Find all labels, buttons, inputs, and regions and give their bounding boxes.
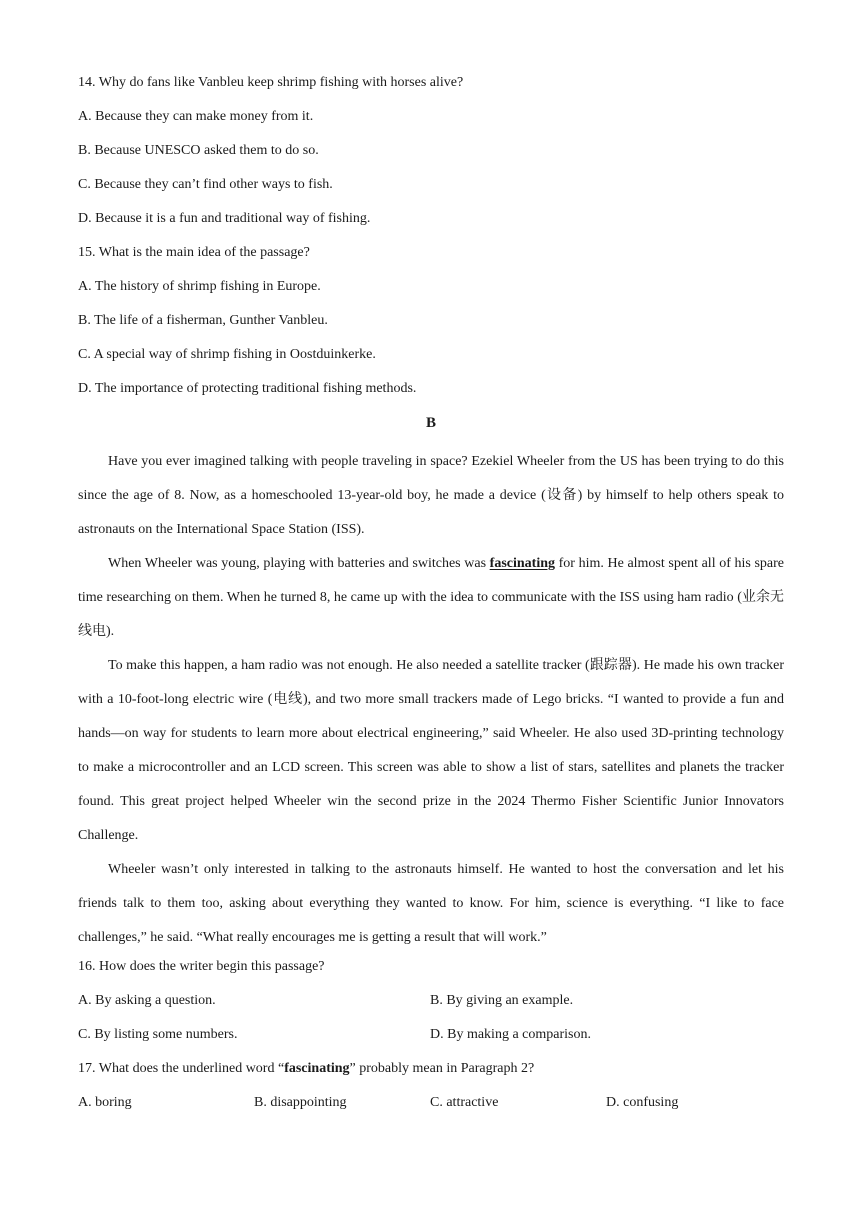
question-16-stem: 16. How does the writer begin this passage? xyxy=(78,959,325,974)
question-16-option-b: B. By giving an example. xyxy=(430,993,574,1008)
question-17-option-c: C. attractive xyxy=(430,1095,499,1110)
question-17-keyword: fascinating xyxy=(284,1061,350,1076)
question-17-option-a: A. boring xyxy=(78,1095,132,1110)
question-14-option-d: D. Because it is a fun and traditional way of fishing. xyxy=(78,211,371,226)
passage-paragraph-2 xyxy=(78,547,784,649)
question-17-stem-rest: ” probably mean in Paragraph 2? xyxy=(349,1061,535,1076)
question-14-stem: 14. Why do fans like Vanbleu keep shrimp fishing with horses alive? xyxy=(78,75,464,90)
section-b-title: B xyxy=(425,415,436,431)
exam-page xyxy=(78,71,784,1125)
question-15-option-b: B. The life of a fisherman, Gunther Vanbleu. xyxy=(78,313,328,328)
question-16-option-a: A. By asking a question. xyxy=(78,993,216,1008)
question-16-options-row-2 xyxy=(78,1023,784,1057)
paragraph-2-lead: When Wheeler was young, playing with batteries and switches was xyxy=(108,556,490,571)
paragraph-2-rest: for him. He almost spent all of his spare time researching on them. When he turned 8, he came up with the idea to communicate with the ISS using ham radio (业余无线电). xyxy=(78,556,785,639)
question-17-option-b: B. disappointing xyxy=(254,1095,347,1110)
passage-paragraph-3: To make this happen, a ham radio was not enough. He also needed a satellite tracker (跟踪器). He made his own tracker with a 10-foot-long electric wire (电线), and two more small trackers made of Lego bricks. “I wanted to provide a fun and hands—on way for students to learn more about electrical engineering,” said Wheeler. He also used 3D-printing technology to make a microcontroller and an LCD screen. This screen was able to show a list of stars, satellites and planets the tracker found. This great project helped Wheeler win the second prize in the 2024 Thermo Fisher Scientific Junior Innovators Challenge. xyxy=(78,658,784,843)
question-16-option-c: C. By listing some numbers. xyxy=(78,1027,238,1042)
question-15-option-c: C. A special way of shrimp fishing in Oostduinkerke. xyxy=(78,347,376,362)
question-15-option-d: D. The importance of protecting traditional fishing methods. xyxy=(78,381,417,396)
question-15-stem: 15. What is the main idea of the passage? xyxy=(78,245,310,260)
passage-paragraph-4: Wheeler wasn’t only interested in talking to the astronauts himself. He wanted to host the conversation and let his friends talk to them too, asking about everything they wanted to know. For him, science is everything. “I like to face challenges,” he said. “What really encourages me is getting a result that will work.” xyxy=(78,862,784,945)
question-16-option-d: D. By making a comparison. xyxy=(430,1027,591,1042)
question-17-stem xyxy=(78,1057,784,1091)
passage-paragraph-1: Have you ever imagined talking with people traveling in space? Ezekiel Wheeler from the US has been trying to do this since the age of 8. Now, as a homeschooled 13-year-old boy, he made a device (设备) by himself to help others speak to astronauts on the International Space Station (ISS). xyxy=(78,454,784,537)
question-14-option-a: A. Because they can make money from it. xyxy=(78,109,314,124)
question-16-options-row-1 xyxy=(78,989,784,1023)
question-17-options-row xyxy=(78,1091,784,1125)
question-14-option-b: B. Because UNESCO asked them to do so. xyxy=(78,143,319,158)
question-15-option-a: A. The history of shrimp fishing in Europe. xyxy=(78,279,321,294)
underlined-keyword: fascinating xyxy=(489,556,555,571)
question-17-stem-lead: 17. What does the underlined word “ xyxy=(78,1061,285,1076)
question-14-option-c: C. Because they can’t find other ways to fish. xyxy=(78,177,333,192)
question-17-option-d: D. confusing xyxy=(606,1095,679,1110)
